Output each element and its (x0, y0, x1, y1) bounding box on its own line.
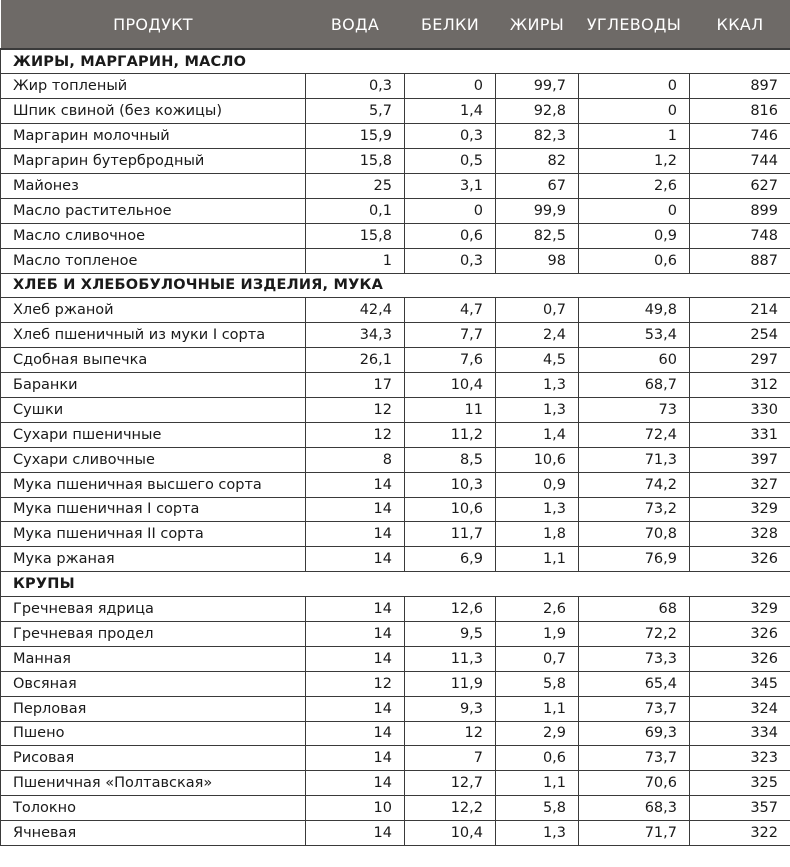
table-row (1, 173, 790, 198)
fat-value: 82,3 (496, 124, 579, 149)
water-value: 15,8 (306, 223, 405, 248)
water-value: 12 (306, 422, 405, 447)
water-value: 15,9 (306, 124, 405, 149)
fat-value: 10,6 (496, 447, 579, 472)
product-name: Масло топленое (1, 248, 306, 273)
kcal-value: 297 (690, 348, 790, 373)
fat-value: 1,3 (496, 373, 579, 398)
protein-value: 6,9 (405, 547, 496, 572)
fat-value: 67 (496, 173, 579, 198)
water-value: 12 (306, 397, 405, 422)
kcal-value: 746 (690, 124, 790, 149)
fat-value: 99,9 (496, 198, 579, 223)
carbs-value: 49,8 (579, 298, 690, 323)
fat-value: 4,5 (496, 348, 579, 373)
protein-value: 10,3 (405, 472, 496, 497)
kcal-value: 345 (690, 671, 790, 696)
table-row (1, 621, 790, 646)
table-row (1, 771, 790, 796)
table-row (1, 298, 790, 323)
protein-value: 12 (405, 721, 496, 746)
protein-value: 7,7 (405, 323, 496, 348)
kcal-value: 329 (690, 597, 790, 622)
fat-value: 82 (496, 149, 579, 174)
table-row (1, 821, 790, 846)
product-name: Мука пшеничная I сорта (1, 497, 306, 522)
product-name: Масло растительное (1, 198, 306, 223)
kcal-value: 331 (690, 422, 790, 447)
product-name: Хлеб ржаной (1, 298, 306, 323)
carbs-value: 1 (579, 124, 690, 149)
table-row (1, 547, 790, 572)
table-row (1, 472, 790, 497)
fat-value: 1,1 (496, 547, 579, 572)
column-header-water: ВОДА (306, 0, 405, 49)
column-header-kcal: ККАЛ (690, 0, 790, 49)
water-value: 17 (306, 373, 405, 398)
category-title: КРУПЫ (1, 572, 790, 597)
category-row (1, 572, 790, 597)
protein-value: 3,1 (405, 173, 496, 198)
protein-value: 7 (405, 746, 496, 771)
carbs-value: 0 (579, 74, 690, 99)
water-value: 14 (306, 547, 405, 572)
fat-value: 1,1 (496, 696, 579, 721)
kcal-value: 312 (690, 373, 790, 398)
kcal-value: 329 (690, 497, 790, 522)
fat-value: 0,9 (496, 472, 579, 497)
fat-value: 0,7 (496, 646, 579, 671)
table-row (1, 348, 790, 373)
carbs-value: 73 (579, 397, 690, 422)
protein-value: 12,6 (405, 597, 496, 622)
kcal-value: 254 (690, 323, 790, 348)
protein-value: 0,6 (405, 223, 496, 248)
product-name: Перловая (1, 696, 306, 721)
water-value: 5,7 (306, 99, 405, 124)
table-row (1, 646, 790, 671)
protein-value: 1,4 (405, 99, 496, 124)
product-name: Сдобная выпечка (1, 348, 306, 373)
table-row (1, 721, 790, 746)
table-row (1, 447, 790, 472)
protein-value: 0,3 (405, 248, 496, 273)
water-value: 8 (306, 447, 405, 472)
kcal-value: 214 (690, 298, 790, 323)
product-name: Сухари пшеничные (1, 422, 306, 447)
protein-value: 10,6 (405, 497, 496, 522)
product-name: Жир топленый (1, 74, 306, 99)
fat-value: 1,8 (496, 522, 579, 547)
product-name: Маргарин молочный (1, 124, 306, 149)
carbs-value: 73,7 (579, 746, 690, 771)
product-name: Манная (1, 646, 306, 671)
water-value: 10 (306, 796, 405, 821)
table-row (1, 323, 790, 348)
fat-value: 0,6 (496, 746, 579, 771)
water-value: 15,8 (306, 149, 405, 174)
kcal-value: 397 (690, 447, 790, 472)
table-body (1, 49, 790, 846)
fat-value: 2,4 (496, 323, 579, 348)
header-row (1, 0, 790, 49)
column-header-fat: ЖИРЫ (496, 0, 579, 49)
carbs-value: 53,4 (579, 323, 690, 348)
table-row (1, 373, 790, 398)
category-row (1, 49, 790, 74)
water-value: 14 (306, 522, 405, 547)
table-row (1, 522, 790, 547)
product-name: Мука пшеничная II сорта (1, 522, 306, 547)
product-name: Сушки (1, 397, 306, 422)
protein-value: 11,9 (405, 671, 496, 696)
category-row (1, 273, 790, 298)
protein-value: 0 (405, 74, 496, 99)
fat-value: 2,6 (496, 597, 579, 622)
table-row (1, 746, 790, 771)
kcal-value: 327 (690, 472, 790, 497)
table-row (1, 497, 790, 522)
carbs-value: 72,2 (579, 621, 690, 646)
fat-value: 1,4 (496, 422, 579, 447)
carbs-value: 73,2 (579, 497, 690, 522)
kcal-value: 326 (690, 547, 790, 572)
kcal-value: 326 (690, 646, 790, 671)
kcal-value: 326 (690, 621, 790, 646)
kcal-value: 322 (690, 821, 790, 846)
kcal-value: 744 (690, 149, 790, 174)
product-name: Хлеб пшеничный из муки I сорта (1, 323, 306, 348)
carbs-value: 0 (579, 198, 690, 223)
carbs-value: 70,8 (579, 522, 690, 547)
column-header-carbs: УГЛЕВОДЫ (579, 0, 690, 49)
table-row (1, 223, 790, 248)
product-name: Баранки (1, 373, 306, 398)
kcal-value: 887 (690, 248, 790, 273)
product-name: Овсяная (1, 671, 306, 696)
carbs-value: 71,7 (579, 821, 690, 846)
protein-value: 11,7 (405, 522, 496, 547)
product-name: Шпик свиной (без кожицы) (1, 99, 306, 124)
fat-value: 99,7 (496, 74, 579, 99)
carbs-value: 71,3 (579, 447, 690, 472)
fat-value: 2,9 (496, 721, 579, 746)
product-name: Гречневая ядрица (1, 597, 306, 622)
water-value: 34,3 (306, 323, 405, 348)
kcal-value: 899 (690, 198, 790, 223)
product-name: Пшеничная «Полтавская» (1, 771, 306, 796)
table-row (1, 796, 790, 821)
table-row (1, 422, 790, 447)
protein-value: 8,5 (405, 447, 496, 472)
water-value: 14 (306, 821, 405, 846)
category-title: ЖИРЫ, МАРГАРИН, МАСЛО (1, 49, 790, 74)
fat-value: 5,8 (496, 796, 579, 821)
protein-value: 11 (405, 397, 496, 422)
product-name: Мука пшеничная высшего сорта (1, 472, 306, 497)
water-value: 42,4 (306, 298, 405, 323)
protein-value: 9,3 (405, 696, 496, 721)
carbs-value: 73,3 (579, 646, 690, 671)
water-value: 14 (306, 621, 405, 646)
carbs-value: 65,4 (579, 671, 690, 696)
product-name: Ячневая (1, 821, 306, 846)
fat-value: 0,7 (496, 298, 579, 323)
column-header-protein: БЕЛКИ (405, 0, 496, 49)
protein-value: 11,2 (405, 422, 496, 447)
product-name: Пшено (1, 721, 306, 746)
water-value: 14 (306, 746, 405, 771)
water-value: 0,3 (306, 74, 405, 99)
protein-value: 10,4 (405, 373, 496, 398)
table-row (1, 671, 790, 696)
table-header (1, 0, 790, 49)
carbs-value: 68,7 (579, 373, 690, 398)
fat-value: 98 (496, 248, 579, 273)
fat-value: 82,5 (496, 223, 579, 248)
product-name: Масло сливочное (1, 223, 306, 248)
carbs-value: 60 (579, 348, 690, 373)
carbs-value: 0,9 (579, 223, 690, 248)
carbs-value: 69,3 (579, 721, 690, 746)
product-name: Рисовая (1, 746, 306, 771)
carbs-value: 1,2 (579, 149, 690, 174)
carbs-value: 76,9 (579, 547, 690, 572)
protein-value: 11,3 (405, 646, 496, 671)
table-row (1, 696, 790, 721)
table-row (1, 74, 790, 99)
product-name: Гречневая продел (1, 621, 306, 646)
fat-value: 5,8 (496, 671, 579, 696)
table-row (1, 397, 790, 422)
protein-value: 9,5 (405, 621, 496, 646)
fat-value: 1,9 (496, 621, 579, 646)
protein-value: 0,5 (405, 149, 496, 174)
protein-value: 0 (405, 198, 496, 223)
protein-value: 7,6 (405, 348, 496, 373)
water-value: 14 (306, 646, 405, 671)
carbs-value: 73,7 (579, 696, 690, 721)
table-row (1, 248, 790, 273)
product-name: Толокно (1, 796, 306, 821)
table-row (1, 198, 790, 223)
water-value: 26,1 (306, 348, 405, 373)
kcal-value: 334 (690, 721, 790, 746)
carbs-value: 0 (579, 99, 690, 124)
carbs-value: 2,6 (579, 173, 690, 198)
protein-value: 0,3 (405, 124, 496, 149)
protein-value: 10,4 (405, 821, 496, 846)
kcal-value: 627 (690, 173, 790, 198)
fat-value: 1,3 (496, 497, 579, 522)
water-value: 14 (306, 696, 405, 721)
table-row (1, 99, 790, 124)
kcal-value: 325 (690, 771, 790, 796)
water-value: 14 (306, 597, 405, 622)
water-value: 14 (306, 497, 405, 522)
category-title: ХЛЕБ И ХЛЕБОБУЛОЧНЫЕ ИЗДЕЛИЯ, МУКА (1, 273, 790, 298)
water-value: 0,1 (306, 198, 405, 223)
protein-value: 12,7 (405, 771, 496, 796)
carbs-value: 72,4 (579, 422, 690, 447)
kcal-value: 328 (690, 522, 790, 547)
water-value: 12 (306, 671, 405, 696)
water-value: 1 (306, 248, 405, 273)
fat-value: 92,8 (496, 99, 579, 124)
carbs-value: 0,6 (579, 248, 690, 273)
fat-value: 1,3 (496, 397, 579, 422)
fat-value: 1,3 (496, 821, 579, 846)
water-value: 14 (306, 472, 405, 497)
kcal-value: 330 (690, 397, 790, 422)
product-name: Майонез (1, 173, 306, 198)
kcal-value: 897 (690, 74, 790, 99)
kcal-value: 323 (690, 746, 790, 771)
protein-value: 12,2 (405, 796, 496, 821)
water-value: 14 (306, 721, 405, 746)
table-row (1, 149, 790, 174)
carbs-value: 70,6 (579, 771, 690, 796)
kcal-value: 357 (690, 796, 790, 821)
carbs-value: 68,3 (579, 796, 690, 821)
fat-value: 1,1 (496, 771, 579, 796)
kcal-value: 324 (690, 696, 790, 721)
carbs-value: 68 (579, 597, 690, 622)
carbs-value: 74,2 (579, 472, 690, 497)
column-header-product: ПРОДУКТ (1, 0, 306, 49)
product-name: Мука ржаная (1, 547, 306, 572)
kcal-value: 748 (690, 223, 790, 248)
protein-value: 4,7 (405, 298, 496, 323)
table-row (1, 124, 790, 149)
kcal-value: 816 (690, 99, 790, 124)
table-row (1, 597, 790, 622)
product-name: Сухари сливочные (1, 447, 306, 472)
product-name: Маргарин бутербродный (1, 149, 306, 174)
water-value: 25 (306, 173, 405, 198)
water-value: 14 (306, 771, 405, 796)
